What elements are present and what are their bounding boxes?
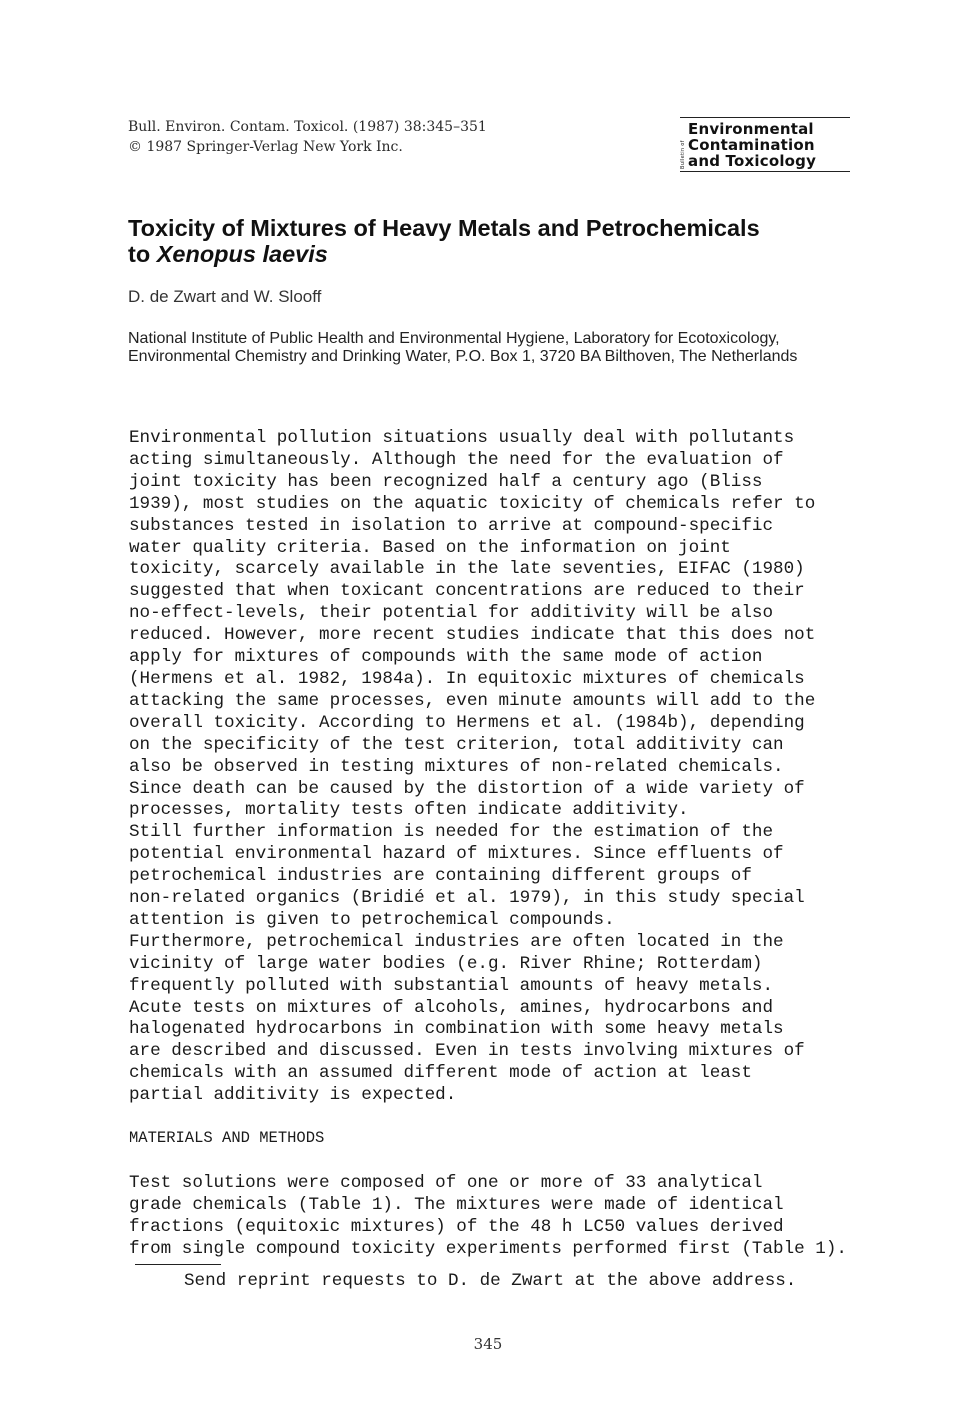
citation-line-journal: Bull. Environ. Contam. Toxicol. (1987) 38:345–351 xyxy=(128,119,487,135)
introduction-text: Environmental pollution situations usually deal with pollutants acting simultaneously. Although the need for the evaluation of joint toxicity has been recognized half a century ago (Bliss 1939), most studies on the aquatic toxicity of chemicals refer to substances tested in isolation to arrive at compound-specific water quality criteria. Based on the information on joint toxicity, scarcely available in the late seventies, EIFAC (1980) suggested that when toxicant concentrations are reduced to their no-effect-levels, their potential for additivity will be also reduced. However, more recent studies indicate that this does not apply for mixtures of compounds with the same mode of action (Hermens et al. 1982, 1984a). In equitoxic mixtures of chemicals attacking the same processes, even minute amounts will add to the overall toxicity. According to Hermens et al. (1984b), depending on the specificity of the test criterion, total additivity can also be observed in testing mixtures of non-related chemicals. Since death can be caused by the distortion of a wide variety of processes, mortality tests often indicate additivity. Still further information is needed for the estimation of the potential environmental hazard of mixtures. Since effluents of petrochemical industries are containing different groups of non-related organics (Bridié et al. 1979), in this study special attention is given to petrochemical compounds. Furthermore, petrochemical industries are often located in the vicinity of large water bodies (e.g. River Rhine; Rotterdam) frequently polluted with substantial amounts of heavy metals. Acute tests on mixtures of alcohols, amines, hydrocarbons and halogenated hydrocarbons in combination with some heavy metals are described and discussed. Even in tests involving mixtures of chemicals with an assumed different mode of action at least partial additivity is expected. xyxy=(129,428,816,1106)
page-number: 345 xyxy=(473,1335,503,1353)
journal-logo-side-text: Bulletin of xyxy=(680,140,686,169)
citation-line-copyright: © 1987 Springer-Verlag New York Inc. xyxy=(128,139,403,155)
authors: D. de Zwart and W. Slooff xyxy=(128,287,322,306)
journal-logo-line-1: Environmental xyxy=(688,120,814,138)
article-title xyxy=(128,215,868,267)
journal-logo-line-2: Contamination xyxy=(688,136,815,154)
section-heading-materials-methods: MATERIALS AND METHODS xyxy=(129,1129,325,1147)
footnote-divider xyxy=(135,1264,221,1265)
affiliation: National Institute of Public Health and Environmental Hygiene, Laboratory for Ecotoxicology, Environmental Chemistry and Drinking Water, P.O. Box 1, 3720 BA Bilthoven, The Netherlands xyxy=(128,330,798,365)
journal-logo xyxy=(680,117,850,172)
title-species: Xenopus laevis xyxy=(156,241,328,267)
methods-text: Test solutions were composed of one or more of 33 analytical grade chemicals (Table 1). The mixtures were made of identical fractions (equitoxic mixtures) of the 48 h LC50 values derived from single compound toxicity experiments performed first (Table 1). xyxy=(129,1173,847,1259)
title-to: to xyxy=(128,241,157,267)
footnote: Send reprint requests to D. de Zwart at the above address. xyxy=(184,1271,797,1291)
title-main: Toxicity of Mixtures of Heavy Metals and Petrochemicals xyxy=(128,215,760,241)
journal-logo-line-3: and Toxicology xyxy=(688,152,817,170)
citation-block xyxy=(128,117,487,157)
